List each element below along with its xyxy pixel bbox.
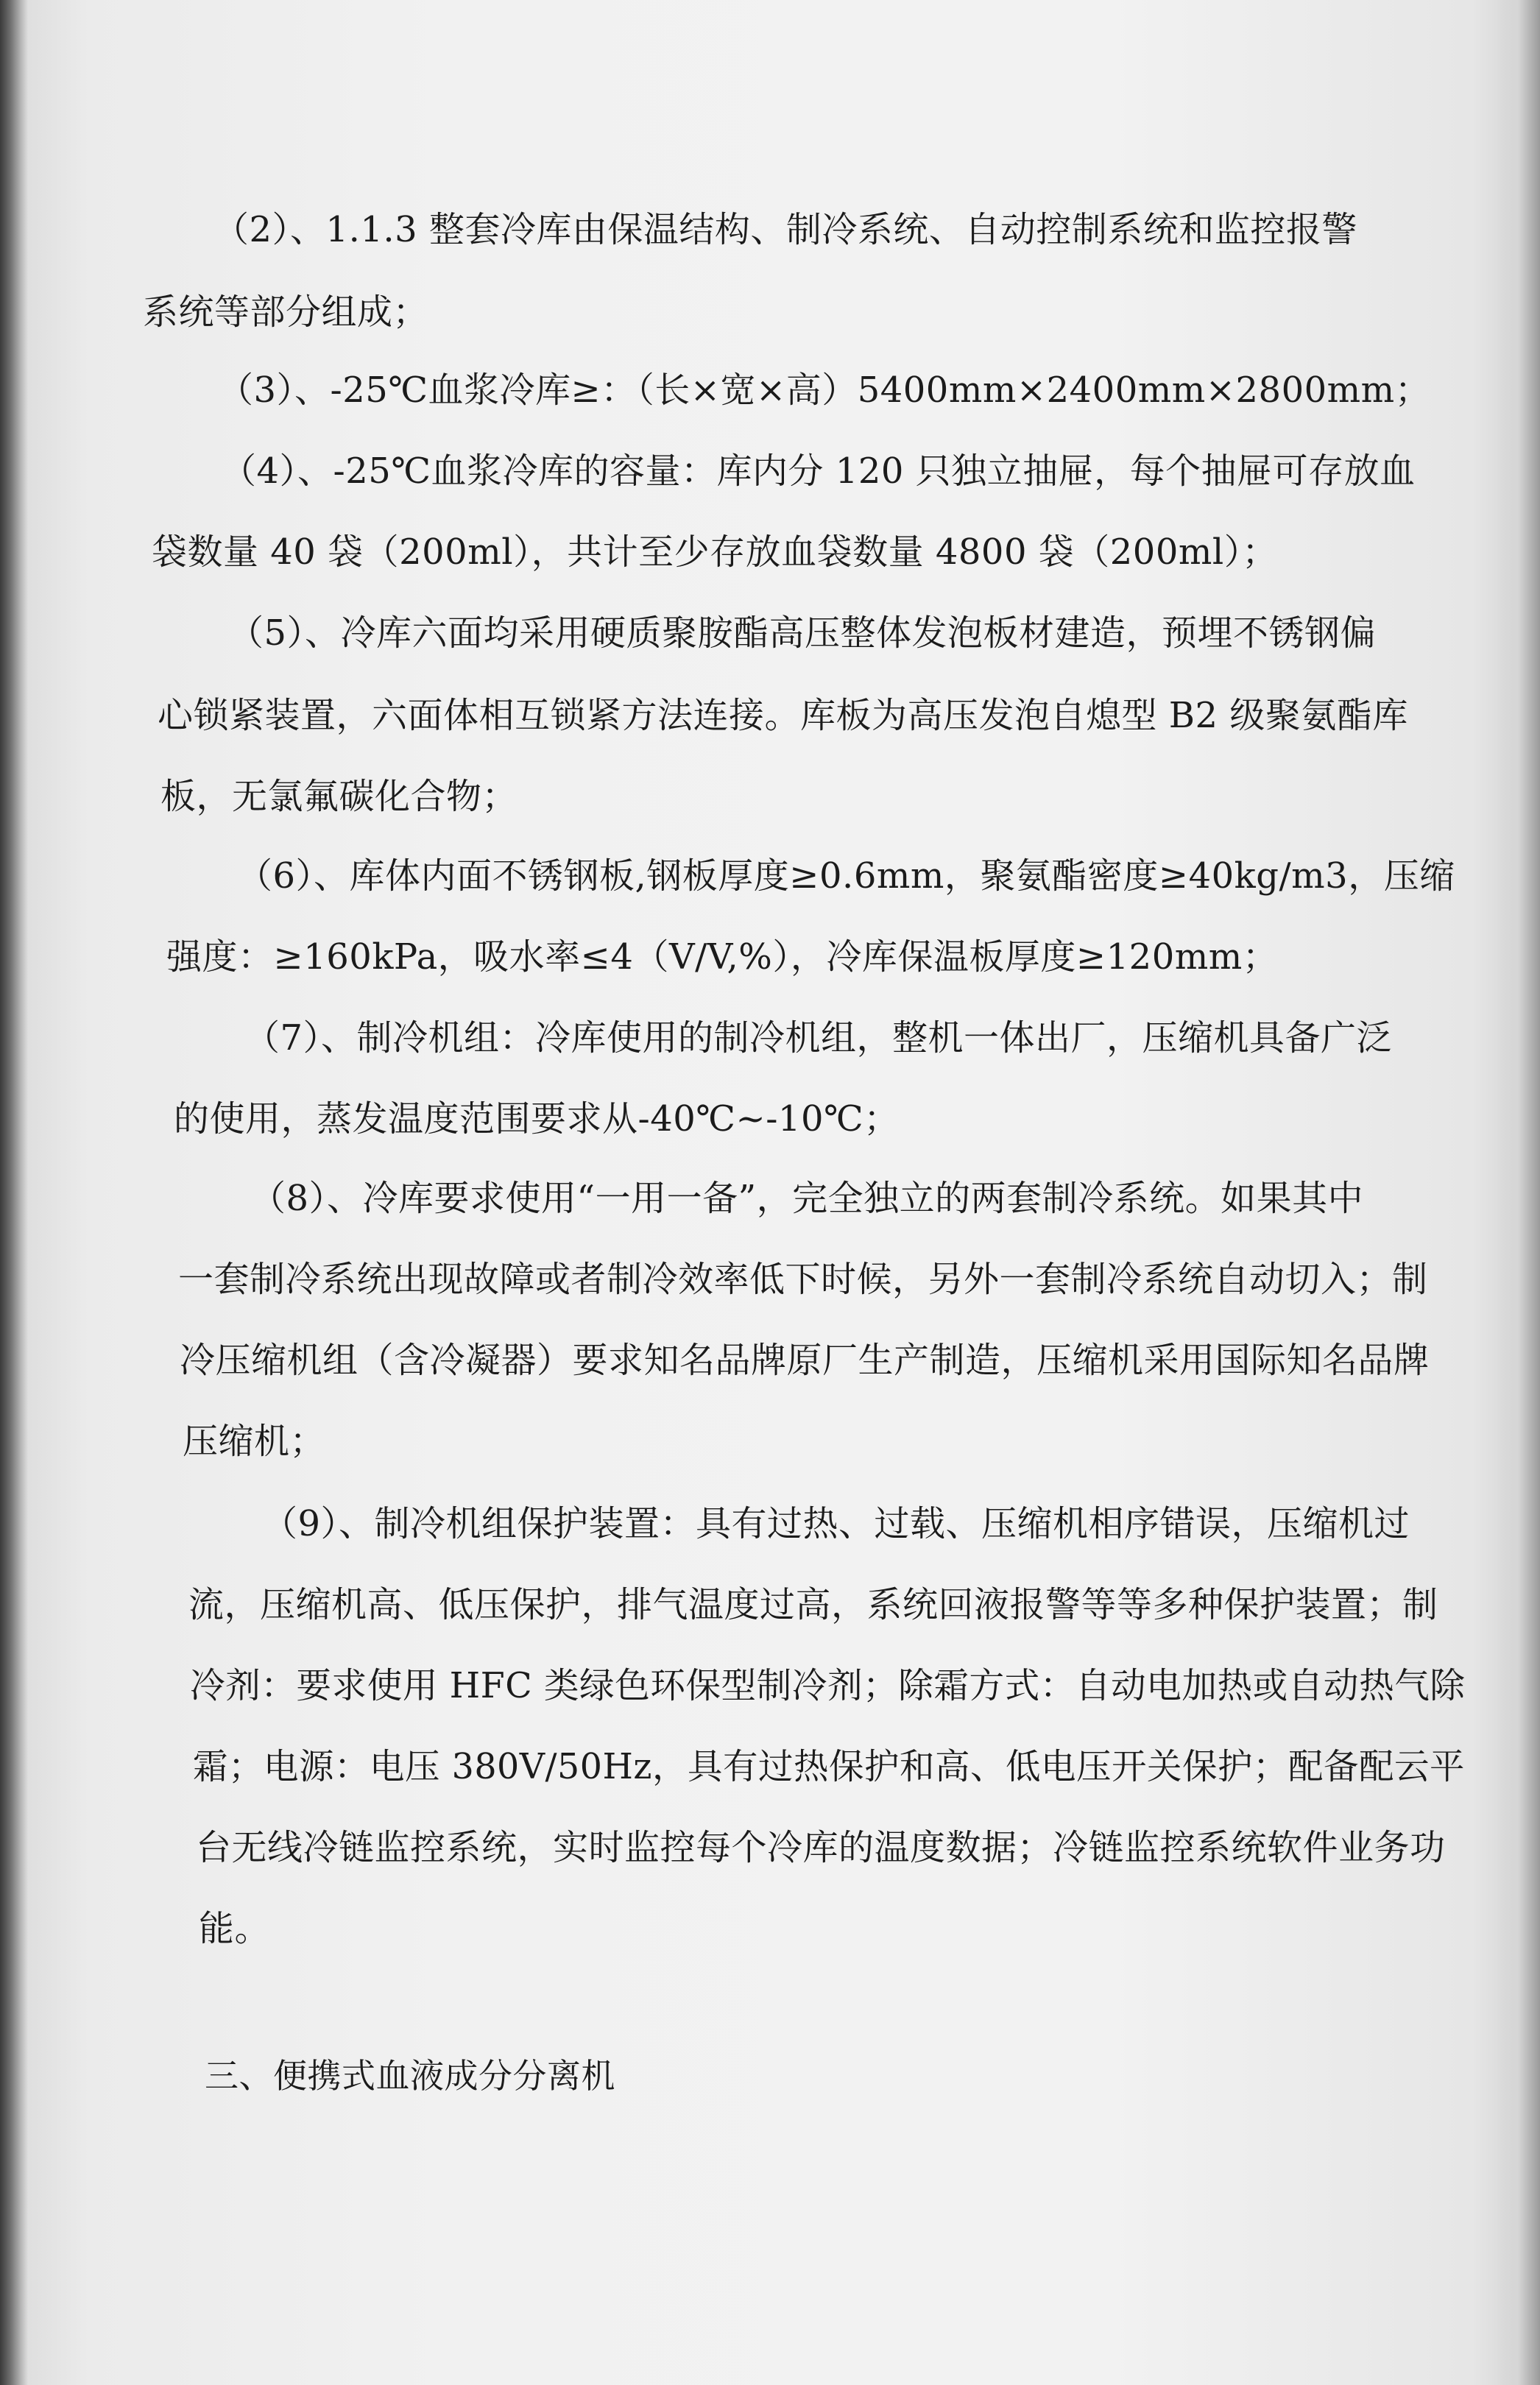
text-line: （3）、-25℃血浆冷库≥：（长×宽×高）5400mm×2400mm×2800mm； xyxy=(218,370,1431,411)
text-line: 板，无氯氟碳化合物； xyxy=(160,776,518,817)
text-line: （4）、-25℃血浆冷库的容量：库内分 120 只独立抽屉，每个抽屉可存放血 xyxy=(221,451,1416,492)
section-heading: 三、便携式血液成分分离机 xyxy=(205,2056,615,2096)
text-line: （2）、1.1.3 整套冷库由保温结构、制冷系统、自动控制系统和监控报警 xyxy=(213,209,1357,250)
text-line: 强度：≥160kPa，吸水率≤4（V/V,%），冷库保温板厚度≥120mm； xyxy=(166,936,1279,978)
page-left-shadow xyxy=(0,0,28,2385)
text-line: （8）、冷库要求使用“一用一备”，完全独立的两套制冷系统。如果其中 xyxy=(250,1178,1364,1219)
text-line: 冷剂：要求使用 HFC 类绿色环保型制冷剂；除霜方式：自动电加热或自动热气除 xyxy=(190,1665,1466,1706)
text-line: 一套制冷系统出现故障或者制冷效率低下时候，另外一套制冷系统自动切入；制 xyxy=(178,1259,1428,1300)
text-line: （7）、制冷机组：冷库使用的制冷机组，整机一体出厂，压缩机具备广泛 xyxy=(244,1017,1393,1059)
text-line: （9）、制冷机组保护装置：具有过热、过载、压缩机相序错误，压缩机过 xyxy=(262,1503,1410,1544)
text-line: 的使用，蒸发温度范围要求从-40℃~-10℃； xyxy=(174,1098,900,1140)
text-line: （5）、冷库六面均采用硬质聚胺酯高压整体发泡板材建造，预埋不锈钢偏 xyxy=(228,612,1377,654)
text-line: 霜；电源：电压 380V/50Hz，具有过热保护和高、低电压开关保护；配备配云平 xyxy=(193,1746,1465,1787)
text-line: 压缩机； xyxy=(183,1421,326,1462)
text-line: 冷压缩机组（含冷凝器）要求知名品牌原厂生产制造，压缩机采用国际知名品牌 xyxy=(180,1340,1430,1381)
page-right-edge xyxy=(1496,0,1540,2385)
text-line: 系统等部分组成； xyxy=(143,292,429,333)
text-line: 袋数量 40 袋（200ml），共计至少存放血袋数量 4800 袋（200ml）； xyxy=(152,531,1278,573)
text-line: 流，压缩机高、低压保护，排气温度过高，系统回液报警等等多种保护装置；制 xyxy=(188,1584,1438,1625)
text-line: 能。 xyxy=(199,1908,271,1949)
text-line: 台无线冷链监控系统，实时监控每个冷库的温度数据；冷链监控系统软件业务功 xyxy=(196,1827,1446,1868)
text-line: （6）、库体内面不锈钢板,钢板厚度≥0.6mm，聚氨酯密度≥40kg/m3，压缩 xyxy=(237,855,1455,897)
text-line: 心锁紧装置，六面体相互锁紧方法连接。库板为高压发泡自熄型 B2 级聚氨酯库 xyxy=(158,695,1408,736)
